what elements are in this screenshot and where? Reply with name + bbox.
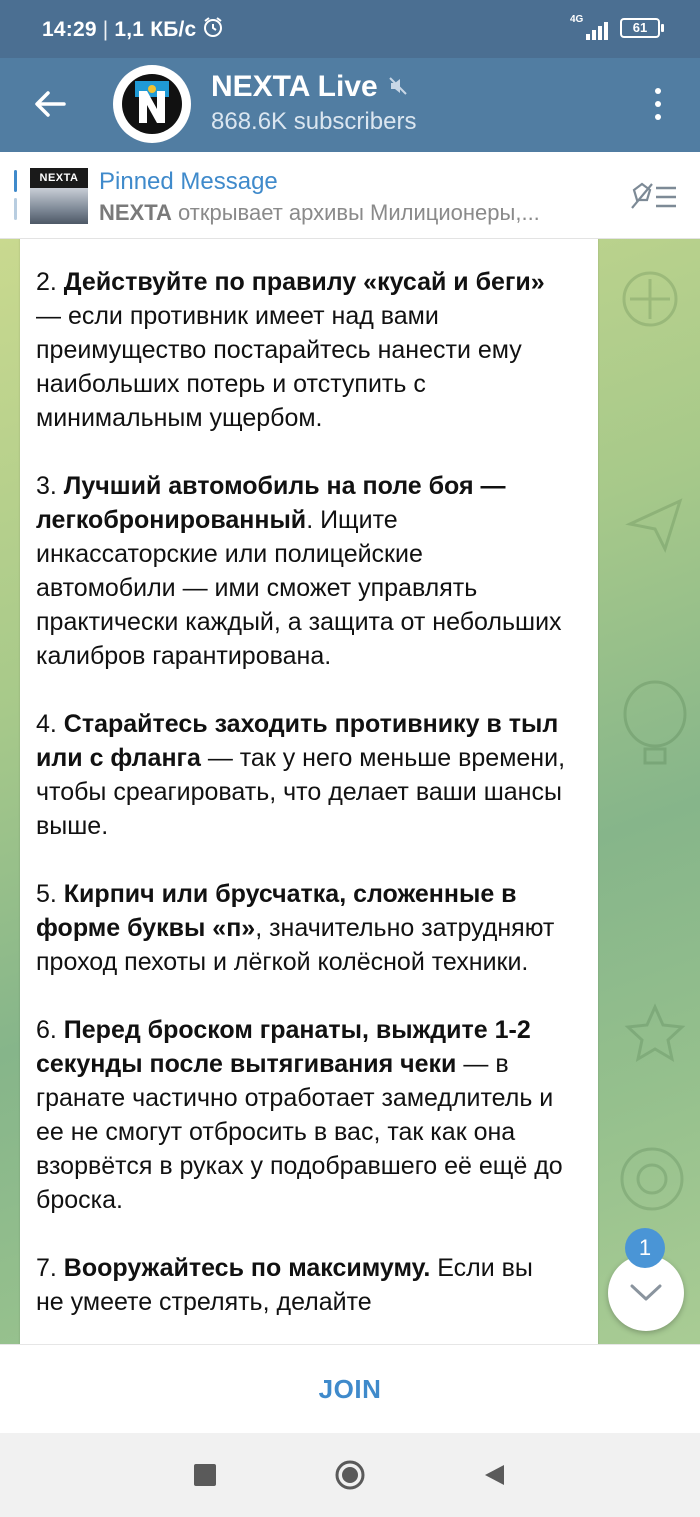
chat-header	[0, 58, 700, 152]
status-separator: |	[102, 18, 109, 41]
nav-back-button[interactable]	[482, 1463, 506, 1487]
thumbnail-brand: NEXTA	[30, 168, 88, 188]
status-left	[42, 16, 224, 44]
join-button[interactable]: JOIN	[318, 1373, 382, 1404]
channel-name: NEXTA Live	[211, 70, 378, 103]
pinned-title: Pinned Message	[99, 168, 278, 195]
doodle-pattern-icon	[620, 489, 690, 559]
recent-apps-button[interactable]	[194, 1464, 216, 1486]
channel-avatar[interactable]	[113, 65, 191, 143]
network-type: 4G	[570, 14, 584, 25]
message-paragraph: 7. Вооружайтесь по максимуму. Если вы не умеете стрелять, делайте	[36, 1254, 533, 1316]
more-menu-button[interactable]	[646, 84, 670, 124]
status-bar	[0, 0, 700, 58]
chat-background	[0, 239, 700, 1344]
dot	[655, 101, 661, 107]
pinned-text: открывает архивы Милиционеры,...	[171, 200, 540, 225]
pinned-message-bar[interactable]	[0, 152, 700, 239]
signal-icon	[568, 14, 608, 42]
message-text	[36, 265, 566, 1344]
back-button[interactable]	[28, 82, 72, 126]
unpin-icon[interactable]	[630, 180, 678, 214]
alarm-clock-icon	[202, 16, 224, 44]
dot	[655, 88, 661, 94]
doodle-pattern-icon	[620, 999, 690, 1069]
join-bar	[0, 1344, 700, 1433]
doodle-pattern-icon	[612, 1139, 692, 1219]
home-button[interactable]	[334, 1459, 366, 1491]
pinned-sender: NEXTA	[99, 200, 172, 225]
message-bubble	[20, 239, 598, 1344]
channel-title[interactable]	[211, 70, 408, 104]
message-paragraph: 5. Кирпич или брусчатка, сложенные в форме буквы «п», значительно затрудняют проход пехоты и лёгкой колёсной техники.	[36, 880, 555, 976]
dot	[655, 114, 661, 120]
subscriber-count: 868.6K subscribers	[211, 108, 417, 135]
pinned-thumbnail	[30, 168, 88, 224]
network-speed: 1,1 КБ/с	[114, 18, 197, 41]
pinned-preview	[99, 200, 619, 226]
chevron-down-icon	[629, 1283, 663, 1303]
muted-speaker-icon	[388, 70, 408, 104]
status-time: 14:29	[42, 18, 97, 41]
pin-indicator	[14, 170, 18, 222]
system-nav-bar	[0, 1433, 700, 1517]
message-paragraph: 3. Лучший автомобиль на поле боя — легкобронированный. Ищите инкассаторские или полицейские автомобили — ими сможет управлять практически каждый, а защита от небольших калибров гарантирована.	[36, 472, 562, 670]
doodle-pattern-icon	[615, 679, 695, 769]
message-paragraph: 4. Старайтесь заходить противнику в тыл или с фланга — так у него меньше времени, чтобы среагировать, что делает ваши шансы выше.	[36, 710, 566, 840]
back-arrow-icon	[34, 90, 66, 118]
status-right	[568, 14, 660, 42]
thumbnail-photo	[30, 188, 88, 224]
message-paragraph: 2. Действуйте по правилу «кусай и беги» — если противник имеет над вами преимущество постарайтесь нанести ему наибольших потерь и отступить с минимальным ущербом.	[36, 268, 545, 432]
unread-badge: 1	[625, 1228, 665, 1268]
message-paragraph: 6. Перед броском гранаты, выждите 1-2 секунды после вытягивания чеки — в гранате частично отработает замедлитель и ее не смогут отбросить в вас, так как она взорвётся в руках у подобравшего её ещё до броска.	[36, 1016, 563, 1214]
battery-icon: 61	[620, 18, 660, 38]
doodle-pattern-icon	[610, 259, 690, 339]
